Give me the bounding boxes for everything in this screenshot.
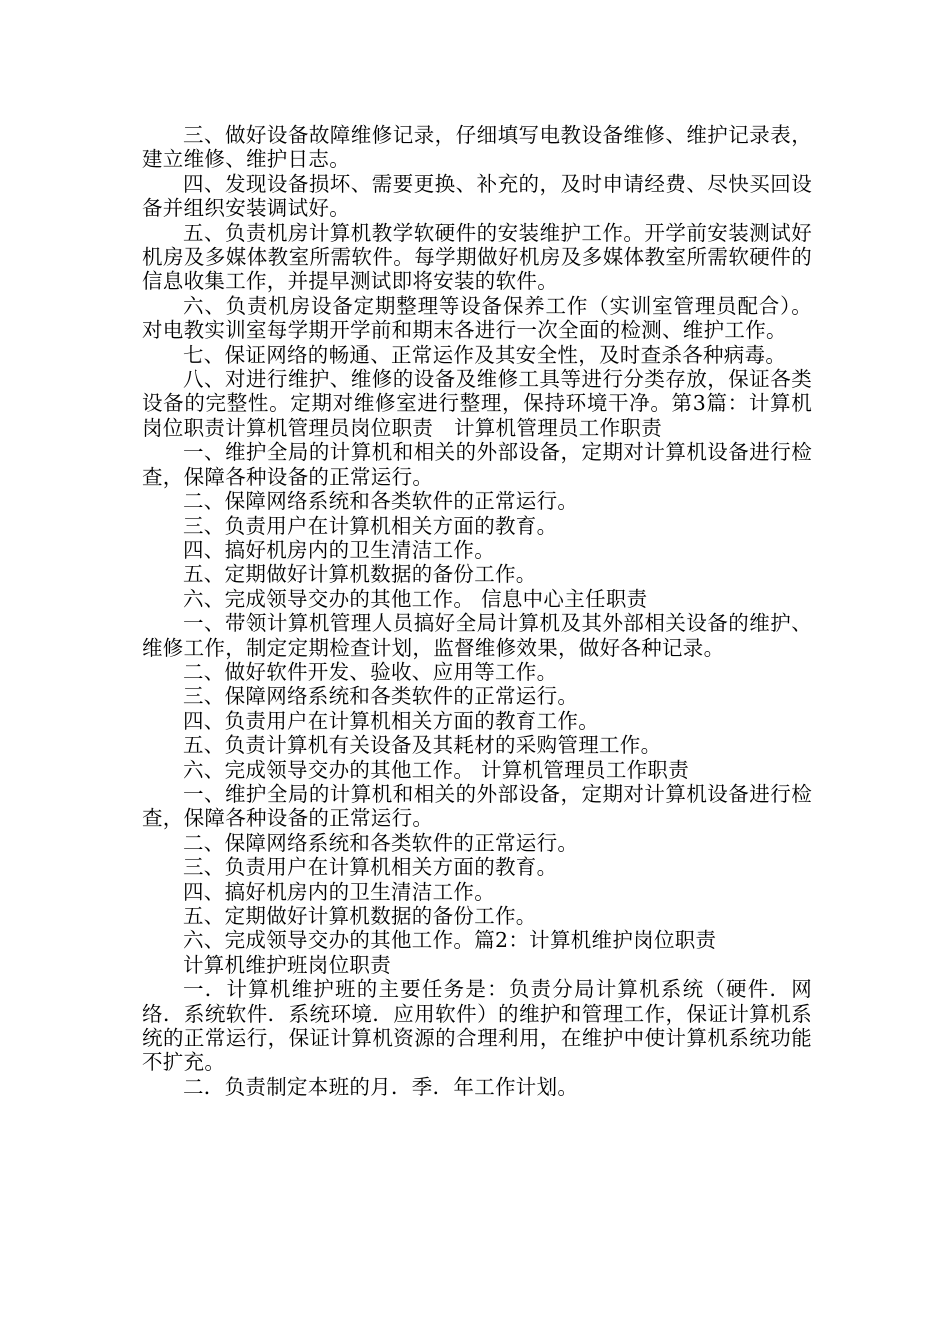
paragraph: 一、带领计算机管理人员搞好全局计算机及其外部相关设备的维护、维修工作，制定定期检查计划，监督维修效果，做好各种记录。 (142, 611, 812, 660)
paragraph: 一、维护全局的计算机和相关的外部设备，定期对计算机设备进行检查，保障各种设备的正常运行。 (142, 781, 812, 831)
paragraph: 三、负责用户在计算机相关方面的教育。 (183, 513, 558, 538)
paragraph: 六、负责机房设备定期整理等设备保养工作（实训室管理员配合）。对电教实训室每学期开学前和期末各进行一次全面的检测、维护工作。 (142, 293, 812, 343)
paragraph: 二、保障网络系统和各类软件的正常运行。 (183, 830, 579, 855)
paragraph: 五、定期做好计算机数据的备份工作。 (183, 562, 537, 587)
paragraph: 三、保障网络系统和各类软件的正常运行。 (183, 684, 579, 709)
document-page (142, 123, 812, 1099)
paragraph: 四、负责用户在计算机相关方面的教育工作。 (183, 708, 599, 733)
paragraph: 计算机维护班岗位职责 (183, 952, 391, 977)
paragraph: 二．负责制定本班的月．季．年工作计划。 (183, 1074, 579, 1099)
paragraph: 四、发现设备损坏、需要更换、补充的，及时申请经费、尽快买回设备并组织安装调试好。 (142, 171, 812, 221)
paragraph: 五、负责机房计算机教学软硬件的安装维护工作。开学前安装测试好机房及多媒体教室所需软件。每学期做好机房及多媒体教室所需软硬件的信息收集工作，并提早测试即将安装的软件。 (142, 220, 812, 294)
paragraph: 六、完成领导交办的其他工作。 信息中心主任职责 (183, 586, 648, 611)
paragraph: 一、维护全局的计算机和相关的外部设备，定期对计算机设备进行检查，保障各种设备的正常运行。 (142, 440, 812, 489)
paragraph: 四、搞好机房内的卫生清洁工作。 (183, 537, 495, 562)
paragraph: 三、负责用户在计算机相关方面的教育。 (183, 855, 558, 880)
paragraph: 五、定期做好计算机数据的备份工作。 (183, 904, 537, 928)
paragraph: 二、保障网络系统和各类软件的正常运行。 (183, 489, 579, 514)
paragraph: 七、保证网络的畅通、正常运作及其安全性，及时查杀各种病毒。 (183, 342, 787, 367)
paragraph: 一．计算机维护班的主要任务是：负责分局计算机系统（硬件．网络．系统软件．系统环境．应用软件）的维护和管理工作，保证计算机系统的正常运行，保证计算机资源的合理利用，在维护中使计算机系统功能不扩充。 (142, 977, 812, 1075)
paragraph: 六、完成领导交办的其他工作。篇2：计算机维护岗位职责 (183, 928, 717, 953)
paragraph: 五、负责计算机有关设备及其耗材的采购管理工作。 (183, 733, 662, 758)
paragraph: 六、完成领导交办的其他工作。 计算机管理员工作职责 (183, 757, 690, 782)
paragraph: 八、对进行维护、维修的设备及维修工具等进行分类存放，保证各类设备的完整性。定期对维修室进行整理，保持环境干净。第3篇：计算机岗位职责计算机管理员岗位职责 计算机管理员工作职责 (142, 367, 812, 440)
paragraph: 三、做好设备故障维修记录，仔细填写电教设备维修、维护记录表，建立维修、维护日志。 (142, 123, 812, 172)
paragraph: 四、搞好机房内的卫生清洁工作。 (183, 879, 495, 904)
paragraph: 二、做好软件开发、验收、应用等工作。 (183, 659, 558, 684)
